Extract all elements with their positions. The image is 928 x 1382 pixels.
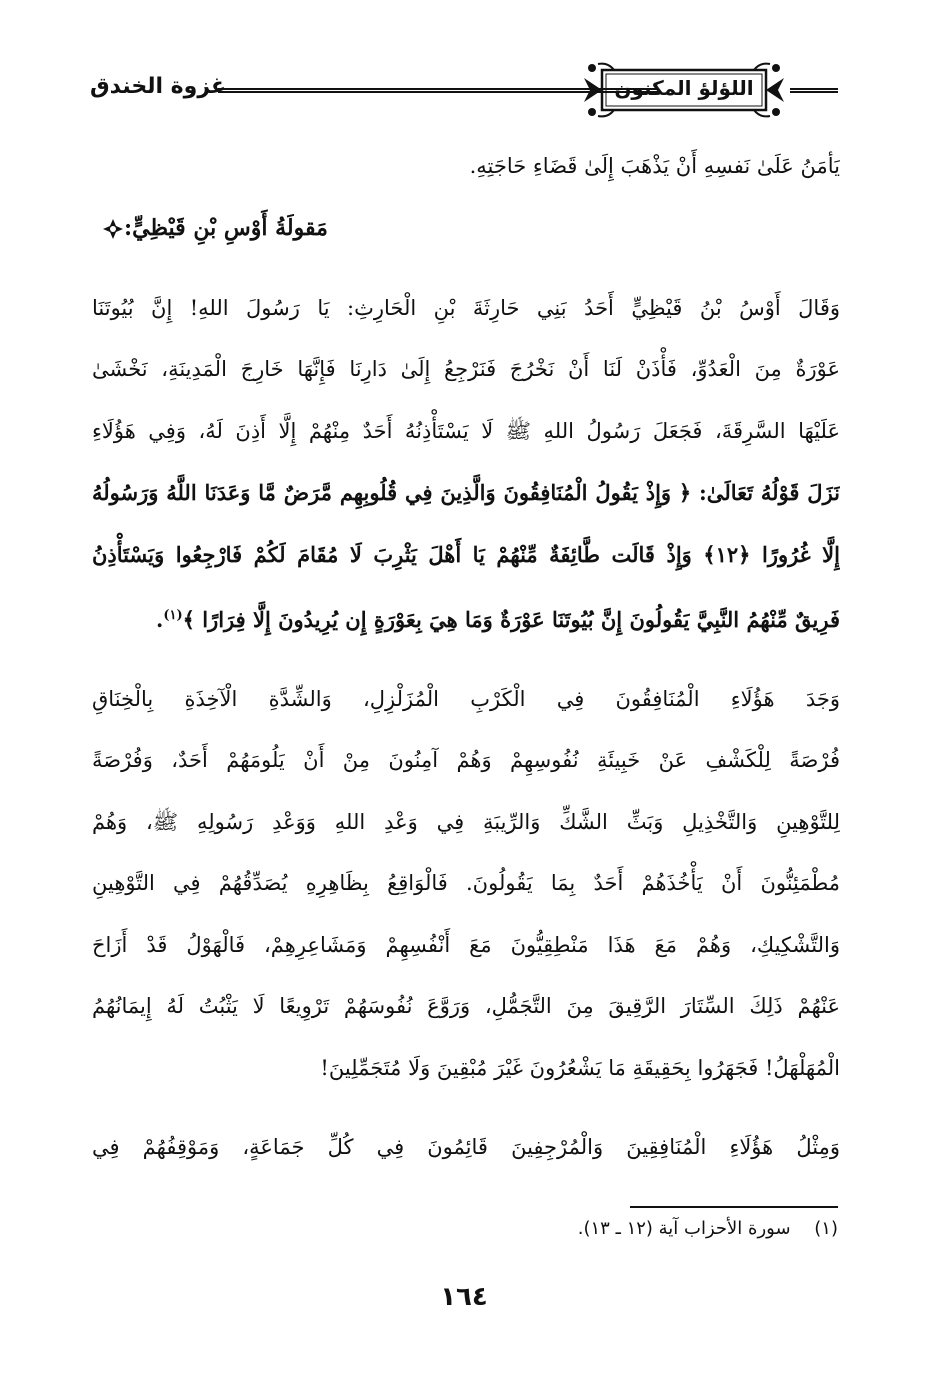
text-line: فُرْصَةً لِلْكَشْفِ عَنْ خَبِيئَةِ نُفُوسِهِمْ وَهُمْ آمِنُونَ مِنْ أَنْ يَلُومَهُمْ أَحَدٌ، وَفُرْصَةً [92,748,840,772]
quran-line-end: فَرِيقٌ مِّنْهُمُ النَّبِيَّ يَقُولُونَ إِنَّ بُيُوتَنَا عَوْرَةٌ وَمَا هِيَ بِعَوْرَةٍ إِن يُرِيدُونَ إِلَّا فِرَارًا ﴾$^{(١)}$. [156,607,840,632]
footnote [400,1218,838,1239]
section-heading [92,198,840,260]
main-text [92,136,840,1179]
quran-line: إِلَّا غُرُورًا ﴿١٢﴾ وَإِذْ قَالَت طَّائِفَةٌ مِّنْهُمْ يَا أَهْلَ يَثْرِبَ لَا مُقَامَ لَكُمْ فَارْجِعُوا وَيَسْتَأْذِنُ [92,541,840,567]
text-line: وَمِثْلُ هَؤُلَاءِ الْمُنَافِقِينَ وَالْمُرْجِفِينَ قَائِمُونَ فِي كُلِّ جَمَاعَةٍ، وَمَوْقِفُهُمْ فِي [92,1135,840,1159]
text-line: عَنْهُمْ ذَلِكَ السِّتَارَ الرَّقِيقَ مِنَ التَّجَمُّلِ، وَرَوَّعَ نُفُوسَهُمْ تَرْوِيعًا لَا يَثْبُتُ لَهُ إِيمَانُهُمُ [92,994,840,1018]
text-line: وَقَالَ أَوْسُ بْنُ قَيْظِيٍّ أَحَدُ بَنِي حَارِثَةَ بْنِ الْحَارِثِ: يَا رَسُولَ اللهِ! إِنَّ بُيُوتَنَا [92,295,840,320]
text-line: عَلَيْهَا السَّرِقَةَ، فَجَعَلَ رَسُولُ اللهِ ﷺ لَا يَسْتَأْذِنُهُ أَحَدٌ مِنْهُمْ إِلَّا أَذِنَ لَهُ، وَفِي هَؤُلَاءِ [92,418,840,443]
header-rule-right [790,88,838,93]
text-line: مُطْمَئِنُّونَ أَنْ يَأْخُذَهُمْ أَحَدٌ بِمَا يَقُولُونَ. فَالْوَاقِعُ بِظَاهِرِهِ يُصَدِّقُهُمْ فِي التَّوْهِينِ [92,871,840,895]
paragraph-gap [92,1099,840,1117]
quran-line: نَزَلَ قَوْلُهُ تَعَالَىٰ: ﴿ وَإِذْ يَقُولُ الْمُنَافِقُونَ وَالَّذِينَ فِي قُلُوبِهِم مَّرَضٌ مَّا وَعَدَنَا اللَّهُ وَرَسُولُهُ [92,480,840,505]
section-heading-text: مَقولَةُ أَوْسِ بْنِ قَيْظِيٍّ: [124,214,328,241]
text-line: وَجَدَ هَؤُلَاءِ الْمُنَافِقُونَ فِي الْكَرْبِ الْمُزَلْزِلِ، وَالشِّدَّةِ الْآخِذَةِ بِالْخِنَاقِ [92,686,840,711]
text-line: الْمُهَلْهَلُ! فَجَهَرُوا بِحَقِيقَةِ مَا يَشْعُرُونَ غَيْرَ مُبْقِينَ وَلَا مُتَجَمِّلِينَ! [320,1055,840,1080]
text-line: لِلتَّوْهِينِ وَالتَّخْذِيلِ وَبَثِّ الشَّكِّ وَالرِّيبَةِ فِي وَعْدِ اللهِ وَوَعْدِ رَسُولِهِ ﷺ، وَهُمْ [92,809,840,834]
text-line: يَأمَنُ عَلَىٰ نَفسِهِ أَنْ يَذْهَبَ إِلَىٰ قَضَاءِ حَاجَتِهِ. [469,154,840,178]
title-ornament [578,60,790,124]
flower-bullet-icon [102,218,124,240]
paragraph-gap [92,260,840,278]
footnote-text: سورة الأحزاب آية (١٢ ـ ١٣). [577,1218,791,1239]
paragraph-gap [92,651,840,669]
page-number: ١٦٤ [440,1282,488,1312]
book-title: اللؤلؤ المكنون [614,76,754,100]
footnote-number: (١) [814,1218,838,1239]
text-line: وَالتَّشْكِيكِ، وَهُمْ مَعَ هَذَا مَنْطِقِيُّونَ مَعَ أَنْفُسِهِمْ وَمَشَاعِرِهِمْ، فَالْهَوْلُ قَدْ أَزَاحَ [92,932,840,957]
quran-text: فَرِيقٌ مِّنْهُمُ النَّبِيَّ يَقُولُونَ إِنَّ بُيُوتَنَا عَوْرَةٌ وَمَا هِيَ بِعَوْرَةٍ إِن يُرِيدُونَ إِلَّا فِرَارًا ﴾ [182,607,840,632]
footnote-ref[interactable]: (١) [163,608,183,623]
chapter-title: غزوة الخندق [90,74,227,99]
page-header [90,52,838,124]
footnote-divider [630,1206,838,1208]
text-line: عَوْرَةٌ مِنَ الْعَدُوِّ، فَأْذَنْ لَنَا أَنْ نَخْرُجَ فَنَرْجِعُ إِلَىٰ دَارِنَا فَإِنَّهَا خَارِجَ الْمَدِينَةِ، نَخْشَىٰ [92,357,840,381]
